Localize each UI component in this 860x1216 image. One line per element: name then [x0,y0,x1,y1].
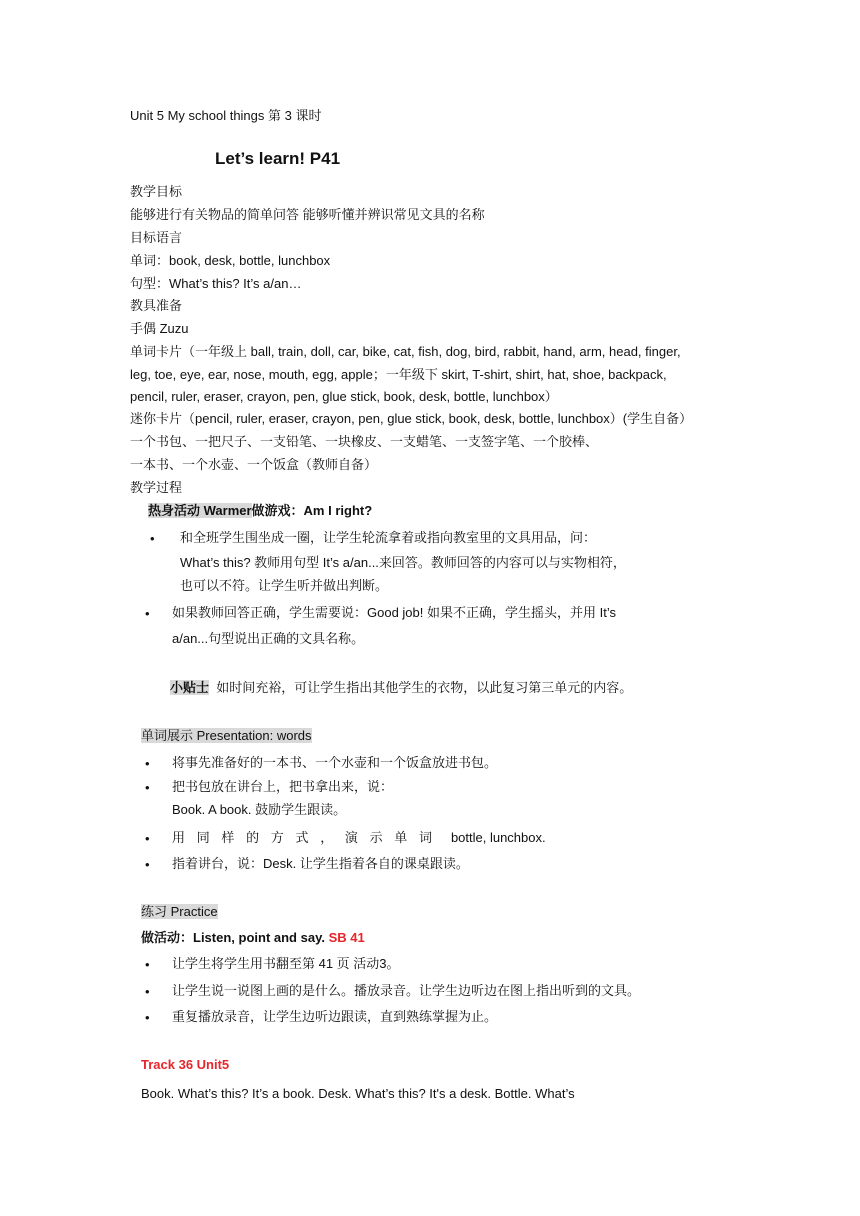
bullet-marker: • [145,857,150,872]
presentation-bullet-1: 将事先准备好的一本书、一个水壶和一个饭盒放进书包。 [172,755,498,770]
items-line-1: 一个书包、一把尺子、一支铅笔、一块橡皮、一支蜡笔、一支签字笔、一个胶棒、 [130,434,599,449]
presentation-label: 单词展示 Presentation: words [141,728,312,743]
objectives-heading: 教学目标 [130,184,183,199]
presentation-bullet-4: 指着讲台，说：Desk. 让学生指着各自的课桌跟读。 [172,856,469,871]
warmer-bullet-2-line-1: 如果教师回答正确，学生需要说：Good job! 如果不正确，学生摇头，并用 It’s [172,605,616,620]
practice-bullet-3: 重复播放录音，让学生边听边跟读，直到熟练掌握为止。 [172,1009,498,1024]
process-heading: 教学过程 [130,480,183,495]
presentation-bullet-3 [172,829,546,847]
puppet-line: 手偶 Zuzu [130,321,189,336]
materials-heading: 教具准备 [130,298,183,313]
warmer-bullet-1-line-3: 也可以不符。让学生听并做出判断。 [180,578,389,593]
bullet-marker: • [145,957,150,972]
tip-text: 如时间充裕，可让学生指出其他学生的衣物，以此复习第三单元的内容。 [216,680,633,695]
bullet-marker: • [145,984,150,999]
warmer-bullet-1-line-2: What’s this? 教师用句型 It’s a/an...来回答。教师回答的内容可以与实物相符， [180,555,626,570]
unit-header: Unit 5 My school things 第 3 课时 [130,108,322,123]
mini-cards-line: 迷你卡片（pencil, ruler, eraser, crayon, pen, glue stick, book, desk, bottle, lunchbox）(学生自备） [130,411,693,426]
bullet-marker: • [145,831,150,846]
track-transcript: Book. What’s this? It’s a book. Desk. What’s this? It's a desk. Bottle. What’s [141,1086,575,1101]
practice-label: 练习 Practice [141,904,218,919]
tip-line [170,679,632,697]
presentation-heading [141,727,312,745]
practice-activity [141,929,365,947]
tip-label: 小贴士 [170,680,210,695]
word-cards-line-3: pencil, ruler, eraser, crayon, pen, glue stick, book, desk, bottle, lunchbox） [130,389,558,404]
sentence-pattern: 句型：What’s this? It’s a/an… [130,276,302,291]
warmer-label: 热身活动 Warmer [148,503,252,518]
presentation-bullet-3-en: bottle, lunchbox. [450,830,546,845]
target-words: 单词：book, desk, bottle, lunchbox [130,253,331,268]
language-heading: 目标语言 [130,230,183,245]
bullet-marker: • [145,780,150,795]
items-line-2: 一本书、一个水壶、一个饭盒（教师自备） [130,457,378,472]
lesson-title: Let’s learn! P41 [215,149,341,168]
warmer-heading [148,502,372,520]
presentation-bullet-2-line-2: Book. A book. 鼓励学生跟读。 [172,802,347,817]
bullet-marker: • [145,1010,150,1025]
bullet-marker: • [150,531,155,546]
bullet-marker: • [145,606,150,621]
warmer-game: 做游戏：Am I right? [251,503,373,518]
practice-activity-text: 做活动：Listen, point and say. [141,930,325,945]
objectives-text: 能够进行有关物品的简单问答 能够听懂并辨识常见文具的名称 [130,207,485,222]
practice-activity-ref: SB 41 [328,930,365,945]
warmer-bullet-2-line-2: a/an...句型说出正确的文具名称。 [172,631,365,646]
presentation-bullet-2-line-1: 把书包放在讲台上，把书拿出来，说： [172,779,394,794]
bullet-marker: • [145,756,150,771]
word-cards-line-1: 单词卡片（一年级上 ball, train, doll, car, bike, cat, fish, dog, bird, rabbit, hand, arm, head, finger, [130,344,681,359]
word-cards-line-2: leg, toe, eye, ear, nose, mouth, egg, apple；一年级下 skirt, T-shirt, shirt, hat, shoe, backpack, [130,367,667,382]
warmer-bullet-1-line-1: 和全班学生围坐成一圈，让学生轮流拿着或指向教室里的文具用品，问： [180,530,597,545]
practice-bullet-2: 让学生说一说图上画的是什么。播放录音。让学生边听边在图上指出听到的文具。 [172,983,641,998]
practice-bullet-1: 让学生将学生用书翻至第 41 页 活动3。 [172,956,400,971]
practice-heading [141,903,218,921]
presentation-bullet-3-cn: 用同样的方式，演示单词 [172,830,444,845]
track-label: Track 36 Unit5 [141,1057,230,1072]
